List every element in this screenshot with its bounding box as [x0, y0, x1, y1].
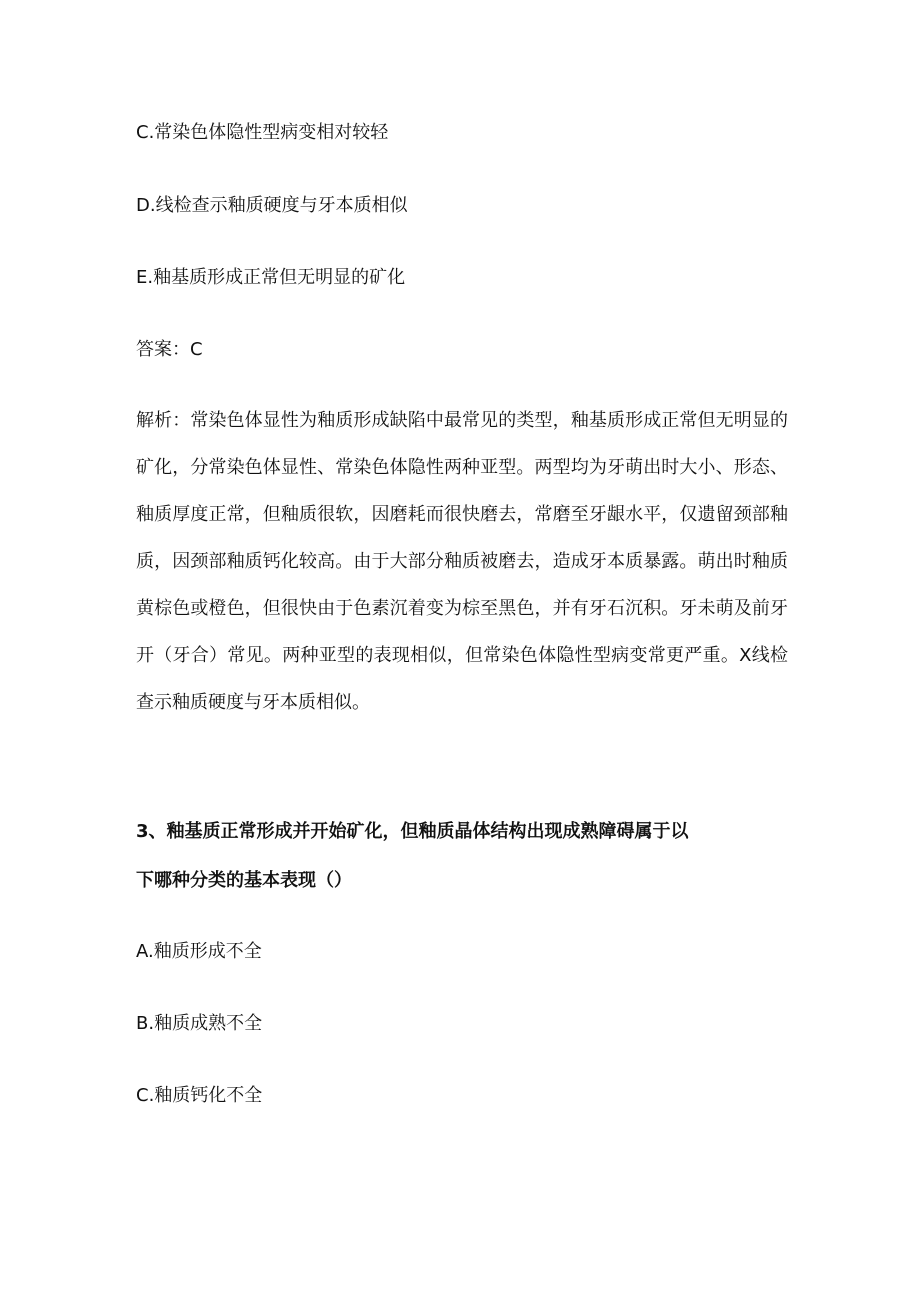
question-3-line-1: 3、釉基质正常形成并开始矿化，但釉质晶体结构出现成熟障碍属于以 — [136, 821, 689, 842]
option-c-prev: C.常染色体隐性型病变相对较轻 — [136, 122, 389, 143]
option-d-prev: D.线检查示釉质硬度与牙本质相似 — [136, 195, 408, 216]
answer-line: 答案：C — [136, 339, 203, 360]
option-c: C.釉质钙化不全 — [136, 1085, 263, 1106]
question-3-line-2: 下哪种分类的基本表现（） — [136, 870, 352, 891]
option-b: B.釉质成熟不全 — [136, 1013, 263, 1034]
option-e-prev: E.釉基质形成正常但无明显的矿化 — [136, 267, 406, 288]
explanation-paragraph: 解析：常染色体显性为釉质形成缺陷中最常见的类型，釉基质形成正常但无明显的矿化，分常染色体显性、常染色体隐性两种亚型。两型均为牙萌出时大小、形态、釉质厚度正常，但釉质很软，因磨耗而很快磨去，常磨至牙龈水平，仅遗留颈部釉质，因颈部釉质钙化较高。由于大部分釉质被磨去，造成牙本质暴露。萌出时釉质黄棕色或橙色，但很快由于色素沉着变为棕至黑色，并有牙石沉积。牙未萌及前牙开（牙合）常见。两种亚型的表现相似，但常染色体隐性型病变常更严重。X线检查示釉质硬度与牙本质相似。 — [136, 410, 788, 713]
option-a: A.釉质形成不全 — [136, 941, 262, 962]
